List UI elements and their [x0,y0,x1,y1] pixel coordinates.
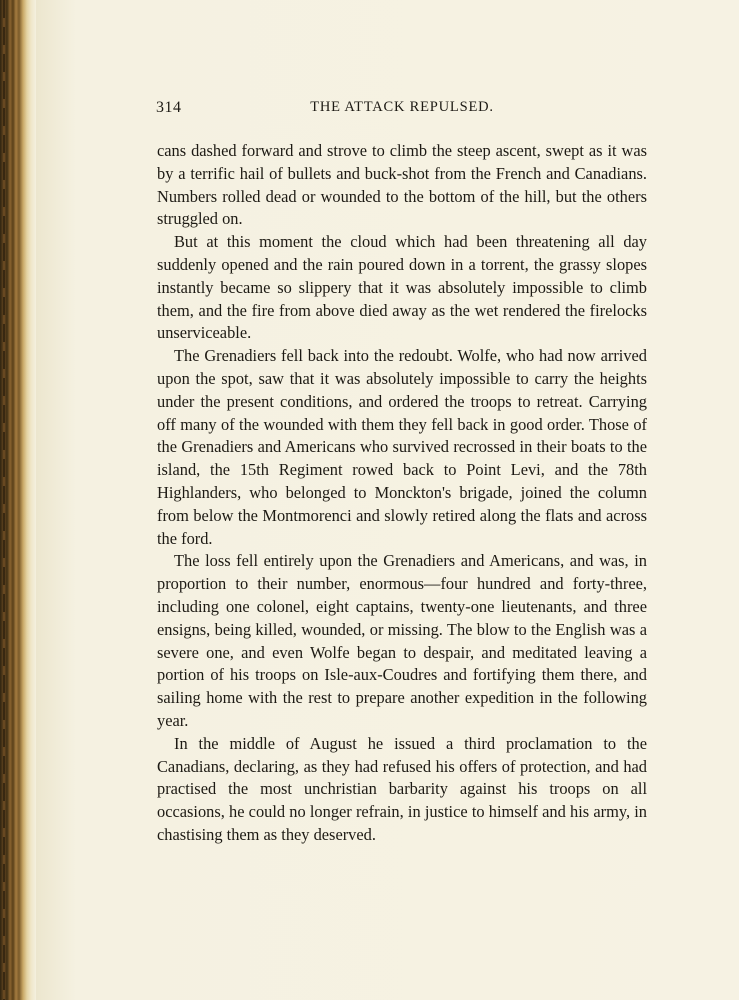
page-number: 314 [156,99,182,116]
page-header [156,99,648,123]
paragraph-proclamation: In the middle of August he issued a third proclamation to the Canadians, declaring, as they had refused his offers of protection, and had practised the most unchristian barbarity against his troops on all occasions, he could no longer refrain, in justice to himself and his army, in chastising them as they deserved. [157,733,647,844]
paragraph-continued: cans dashed forward and strove to climb the steep ascent, swept as it was by a terrific hail of bullets and buck-shot from the French and Canadians. Numbers rolled dead or wounded to the bottom of the hill, but the others struggled on. [157,141,647,229]
paragraph-rain: But at this moment the cloud which had been threatening all day suddenly opened and the rain poured down in a torrent, the grassy slopes instantly became so slippery that it was absolutely impossible to climb them, and the fire from above died away as the wet rendered the firelocks unserviceable. [157,232,647,343]
body-text [157,140,647,847]
paragraph-retreat: The Grenadiers fell back into the redoubt. Wolfe, who had now arrived upon the spot, saw that it was absolutely impossible to carry the heights under the present conditions, and ordered the troops to retreat. Carrying off many of the wounded with them they fell back in good order. Those of the Grenadiers and Americans who survived recrossed in their boats to the island, the 15th Regiment rowed back to Point Levi, and the 78th Highlanders, who belonged to Monckton's brigade, joined the column from below the Montmorenci and slowly retired along the flats and across the ford. [157,346,647,548]
paragraph-losses: The loss fell entirely upon the Grenadiers and Americans, and was, in proportion to their number, enormous—four hundred and forty-three, including one colonel, eight captains, twenty-one lieutenants, and three ensigns, being killed, wounded, or missing. The blow to the English was a severe one, and even Wolfe began to despair, and meditated leaving a portion of his troops on Isle-aux-Coudres and fortifying them there, and sailing home with the rest to prepare another expedition in the following year. [157,551,647,730]
book-page [36,0,739,1000]
running-title: THE ATTACK REPULSED. [310,99,494,115]
book-binding-edge [0,0,36,1000]
